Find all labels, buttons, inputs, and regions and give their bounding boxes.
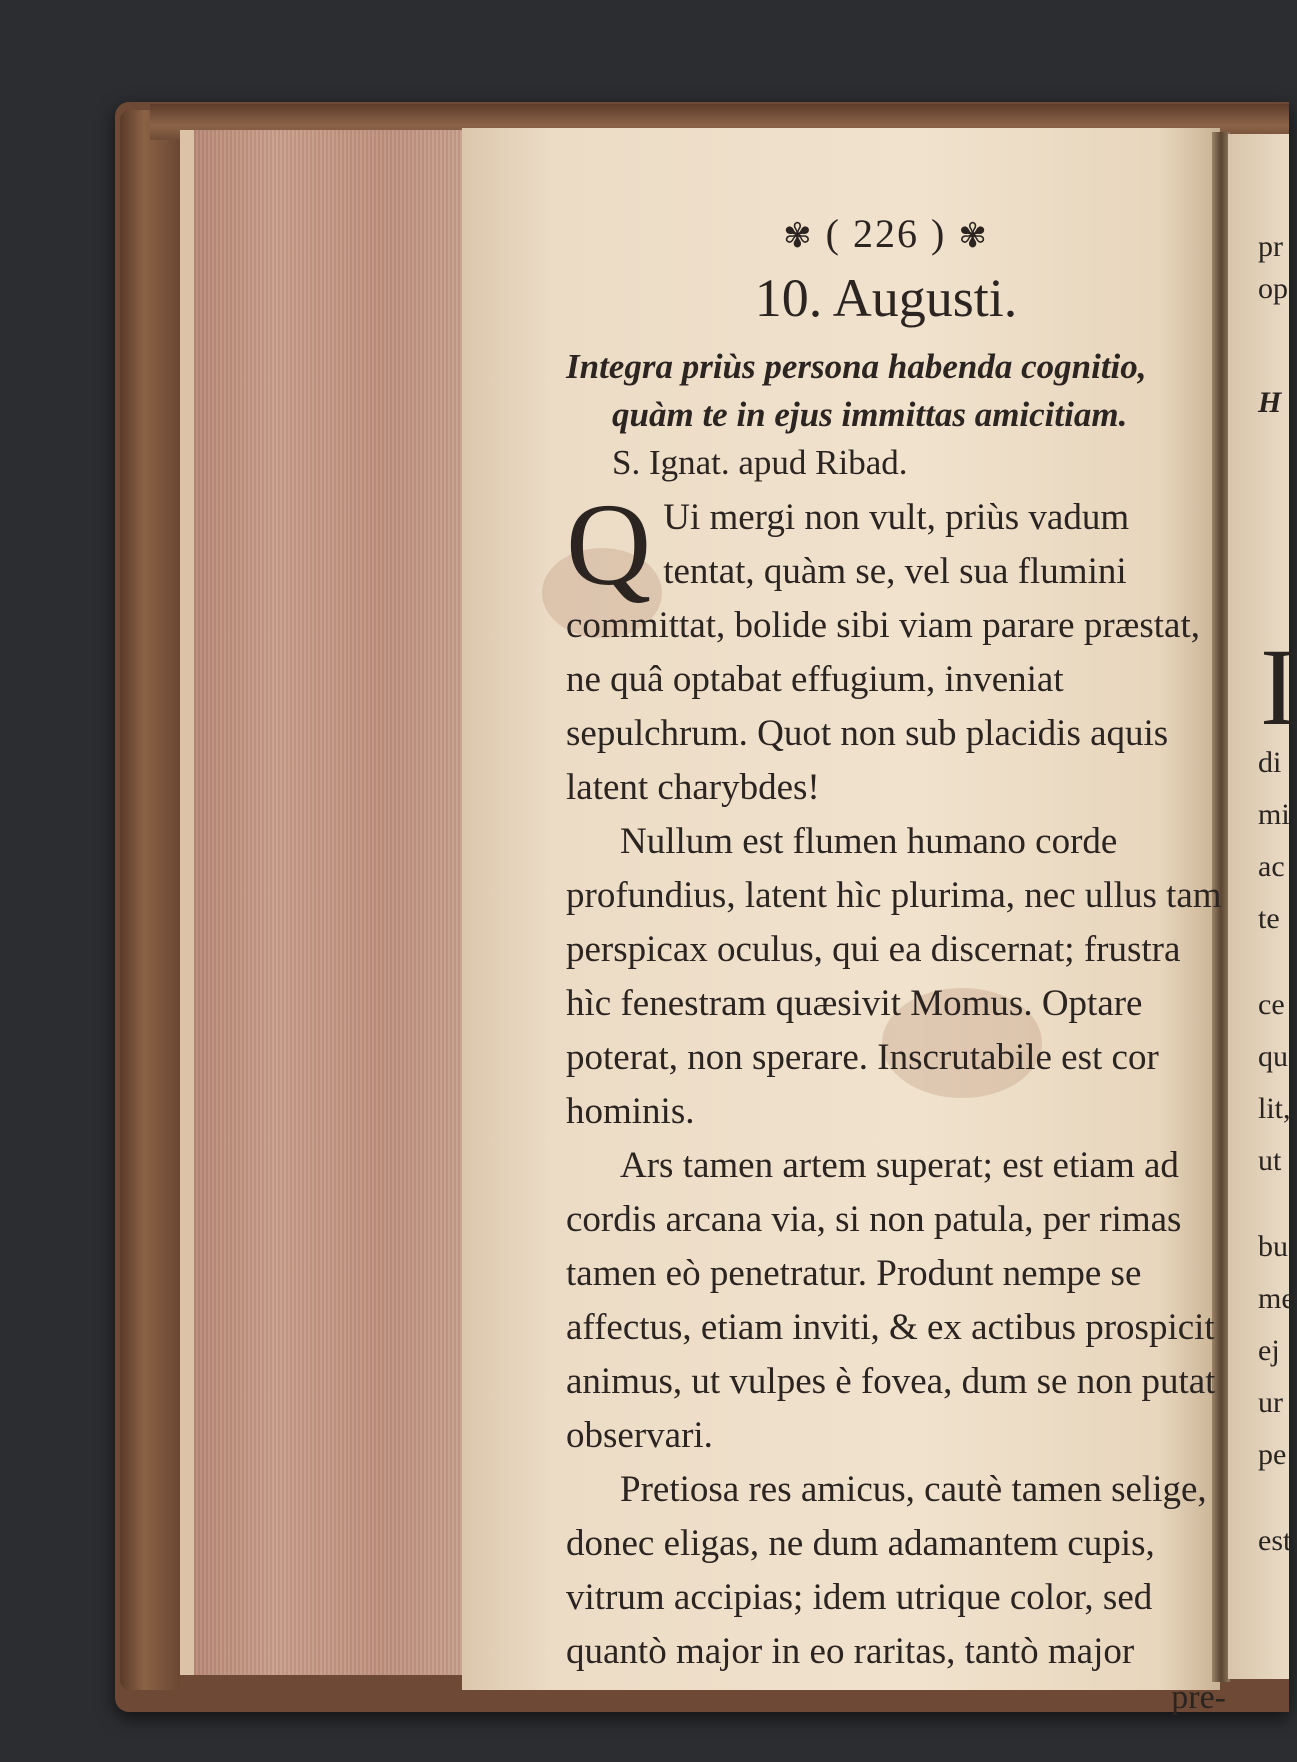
paragraph: Ars tamen artem superat; est etiam ad cordis arcana via, si non patula, per rimas tamen eò penetratur. Produnt nempe se affectus, etiam inviti, & ex actibus prospicit animus, ut vulpes è fovea, dum se non putat observari. — [566, 1145, 1216, 1456]
facing-fragment: ac — [1258, 850, 1285, 883]
paragraph: Nullum est flumen humano corde profundius, latent hìc plurima, nec ullus tam perspicax oculus, qui ea discernat; frustra hìc fenestram quæsivit Momus. Optare poterat, non sperare. Inscrutabile est cor hominis. — [566, 821, 1222, 1132]
page-text — [566, 210, 1226, 1717]
facing-fragment: bu — [1258, 1230, 1288, 1263]
facing-fragment: di — [1258, 746, 1282, 779]
facing-fragment: te — [1258, 902, 1280, 935]
facing-fragment: qu — [1258, 1040, 1288, 1073]
facing-fragment: ut — [1258, 1144, 1282, 1177]
ornament-right-icon: ✾ — [958, 218, 989, 255]
book-spine-edge — [120, 110, 180, 1690]
paragraph: Pretiosa res amicus, cautè tamen selige, donec eligas, ne dum adamantem cupis, vitrum accipias; idem utrique color, sed quantò major in eo raritas, tantò major — [566, 1469, 1207, 1672]
paragraph-text: Ui mergi non vult, priùs vadum tentat, quàm se, vel sua flumini committat, bolide sibi viam parare præstat, ne quâ optabat effugium, inveniat sepulchrum. Quot non sub placidis aquis latent charybdes! — [566, 497, 1200, 808]
epigraph — [566, 343, 1226, 487]
facing-big-initial: I — [1260, 626, 1297, 748]
paragraph — [566, 479, 1226, 815]
facing-fragment: me — [1258, 1282, 1295, 1315]
facing-fragment: mi — [1258, 798, 1290, 831]
facing-fragment: op — [1258, 272, 1288, 305]
facing-fragment: pr — [1258, 230, 1283, 263]
page-block-edge — [180, 130, 465, 1675]
catchword: pre- — [1171, 1679, 1226, 1716]
facing-fragment: pe — [1258, 1438, 1287, 1471]
facing-fragment: lit, — [1258, 1092, 1291, 1125]
facing-fragment: ej — [1258, 1334, 1280, 1367]
facing-page — [1228, 134, 1297, 1679]
facing-fragment: ur — [1258, 1386, 1283, 1419]
drop-cap: Q — [566, 479, 652, 610]
page-number-line — [546, 210, 1226, 257]
facing-fragment: est — [1258, 1524, 1292, 1557]
date-heading: 10. Augusti. — [754, 268, 1018, 328]
epigraph-source: S. Ignat. apud Ribad. — [612, 443, 908, 482]
epigraph-text: Integra priùs persona habenda cognitio, quàm te in ejus immittas amicitiam. — [566, 347, 1147, 434]
page-number: ( 226 ) — [825, 211, 947, 256]
facing-fragment: ce — [1258, 988, 1285, 1021]
ornament-left-icon: ✾ — [783, 218, 814, 255]
facing-fragment: H — [1258, 386, 1282, 419]
